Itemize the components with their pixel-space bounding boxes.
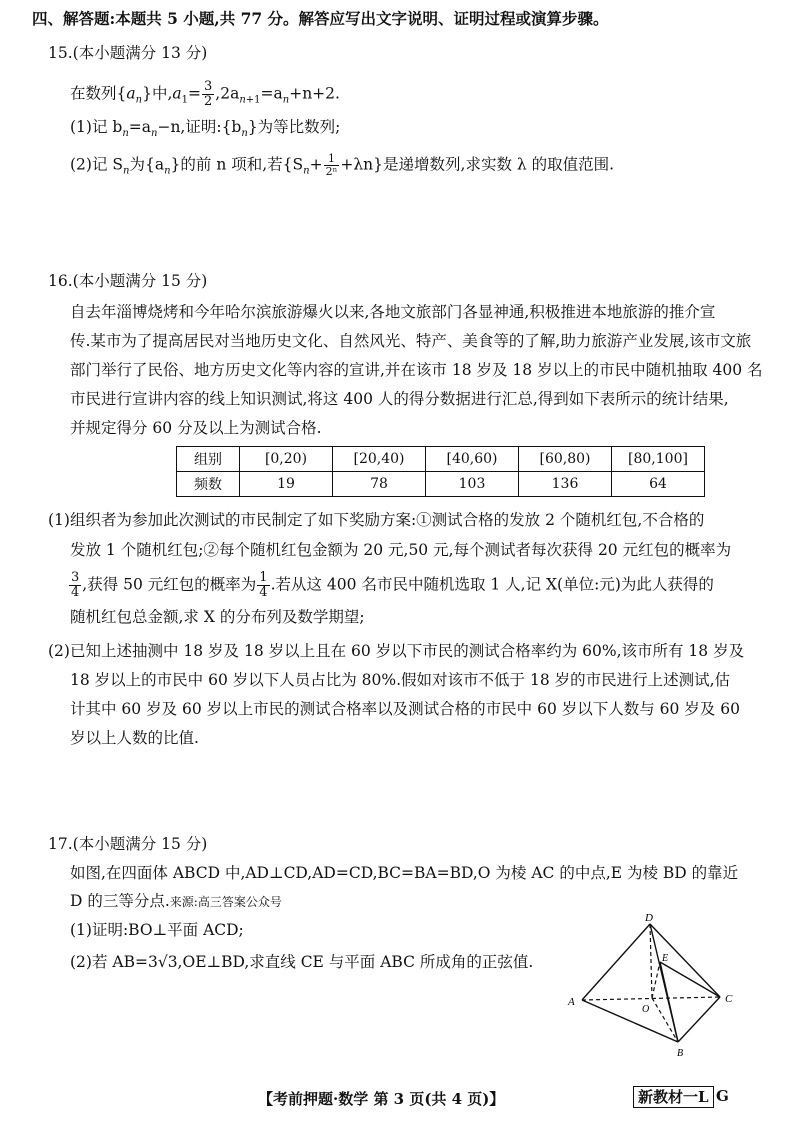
table-cell: 78 <box>333 472 426 497</box>
version-mark: G <box>716 1087 729 1105</box>
frequency-table <box>176 446 705 497</box>
q16-part1-line4: 随机红包总金额,求 X 的分布列及数学期望; <box>70 608 365 626</box>
q16-part1-line2: 发放 1 个随机红包;②每个随机红包金额为 20 元,50 元,每个测试者每次获得 20 元红包的概率为 <box>70 541 732 559</box>
q16-para-2: 传.某市为了提高居民对当地历史文化、自然风光、特产、美食等的了解,助力旅游产业发展,该市文旅 <box>70 332 752 350</box>
q16-para-4: 市民进行宣讲内容的线上知识测试,将这 400 人的得分数据进行汇总,得到如下表所示的统计结果, <box>70 390 729 408</box>
edge-ac <box>582 997 720 1000</box>
table-row <box>177 472 705 497</box>
table-cell: [40,60) <box>426 447 519 472</box>
table-cell: [20,40) <box>333 447 426 472</box>
label-e: E <box>662 953 669 964</box>
edge-dc <box>650 924 720 997</box>
label-a: A <box>568 996 575 1008</box>
edge-cb <box>678 997 720 1042</box>
label-b: B <box>677 1048 684 1059</box>
q16-para-3: 部门举行了民俗、地方历史文化等内容的宣讲,并在该市 18 岁及 18 岁以上的市民中随机抽取 400 名 <box>70 361 763 379</box>
label-c: C <box>725 993 733 1005</box>
edge-da <box>582 924 650 1000</box>
table-cell: [0,20) <box>240 447 333 472</box>
q15-title: 15.(本小题满分 13 分) <box>48 44 208 62</box>
table-row <box>177 447 705 472</box>
edge-ob <box>652 998 678 1042</box>
table-cell: 103 <box>426 472 519 497</box>
page-footer: 【考前押题·数学 第 3 页(共 4 页)】 <box>258 1090 505 1108</box>
table-cell: 136 <box>519 472 612 497</box>
q16-part1-line1: (1)组织者为参加此次测试的市民制定了如下奖励方案:①测试合格的发放 2 个随机红包,不合格的 <box>48 511 705 529</box>
edge-ab <box>582 1000 678 1042</box>
edge-ec <box>660 962 720 997</box>
table-cell: [60,80) <box>519 447 612 472</box>
q16-part2-line4: 岁以上人数的比值. <box>70 729 199 747</box>
table-header-cell: 组别 <box>177 447 240 472</box>
frac-one-over-2n: $\frac{1}{\text{2ⁿ}}$ <box>325 152 338 178</box>
table-header-cell: 频数 <box>177 472 240 497</box>
frac-three-halves: $\frac{3}{2}$ <box>204 79 213 109</box>
table-cell: 64 <box>612 472 705 497</box>
table-cell: [80,100] <box>612 447 705 472</box>
q17-part2: (2)若 AB=3√3,OE⊥BD,求直线 CE 与平面 ABC 所成角的正弦值. <box>70 953 534 971</box>
edition-badge: 新教材一L <box>633 1086 714 1108</box>
q16-part2-line1: (2)已知上述抽测中 18 岁及 18 岁以上且在 60 岁以下市民的测试合格率约为 60%,该市所有 18 岁及 <box>48 642 745 660</box>
section-header: 四、解答题:本题共 5 小题,共 77 分。解答应写出文字说明、证明过程或演算步骤。 <box>32 9 609 28</box>
edge-oe <box>652 962 660 998</box>
q17-title: 17.(本小题满分 15 分) <box>48 835 208 853</box>
q15-part2: (2)记 $S_n$为$\{a_n\}$的前 n 项和,若{$S_n+$ $\frac{1}{\text{2ⁿ}}$ +λn}是递增数列,求实数 λ 的取值范围. <box>70 152 615 178</box>
label-d: D <box>645 912 653 924</box>
q16-part2-line2: 18 岁以上的市民中 60 岁以下人员占比为 80%.假如对该市不低于 18 岁的市民进行上述测试,估 <box>70 671 731 689</box>
label-o: O <box>642 1004 650 1015</box>
q16-para-5: 并规定得分 60 分及以上为测试合格. <box>70 419 322 437</box>
edge-do <box>650 924 652 998</box>
q15-part1: (1)记 $b_n=a_n-n$,证明$:\{b_n\}$为等比数列; <box>70 118 341 140</box>
source-note: 来源:高三答案公众号 <box>169 895 282 909</box>
q16-part1-line3: $\frac{3}{4}$ ,获得 50 元红包的概率为 $\frac{1}{4}$ .若从这 400 名市民中随机选取 1 人,记 X(单位:元)为此人获得的 <box>71 570 714 600</box>
q16-title: 16.(本小题满分 15 分) <box>48 272 208 290</box>
q17-part1: (1)证明:BO⊥平面 ACD; <box>70 921 244 939</box>
frac-one-quarter: $\frac{1}{4}$ <box>259 570 268 600</box>
tetrahedron-diagram <box>560 912 760 1062</box>
q17-line1: 如图,在四面体 ABCD 中,AD⊥CD,AD=CD,BC=BA=BD,O 为棱 AC 的中点,E 为棱 BD 的靠近 <box>70 864 739 882</box>
q15-stem: 在数列$\{a_n\}$中$,a_1=$ $\frac{3}{2}$ $,2a_{n+1}=a_n+n+2$. <box>70 79 340 109</box>
q16-para-1: 自去年淄博烧烤和今年哈尔滨旅游爆火以来,各地文旅部门各显神通,积极推进本地旅游的推介宣 <box>70 303 716 321</box>
q16-part2-line3: 计其中 60 岁及 60 岁以上市民的测试合格率以及测试合格的市民中 60 岁以下人数与 60 岁及 60 <box>70 700 740 718</box>
table-cell: 19 <box>240 472 333 497</box>
q17-line2: D 的三等分点.来源:高三答案公众号 <box>70 892 282 910</box>
edge-eb <box>660 962 678 1042</box>
frac-three-quarters: $\frac{3}{4}$ <box>71 570 80 600</box>
